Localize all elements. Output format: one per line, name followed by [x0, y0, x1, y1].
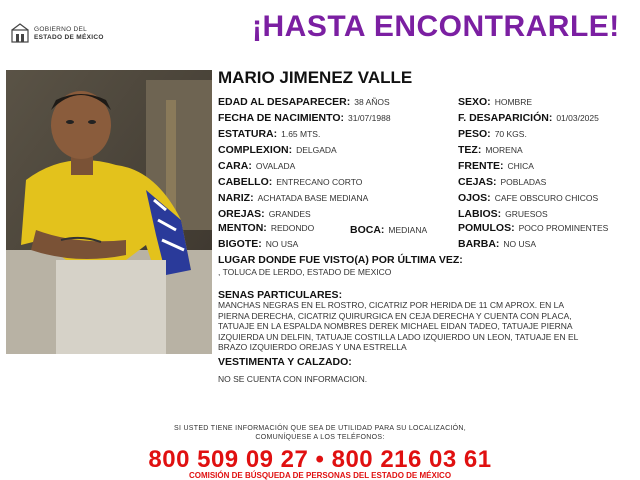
field-cejas: CEJAS: POBLADAS — [458, 176, 547, 188]
state-seal-icon — [10, 22, 30, 44]
logo-text: GOBIERNO DEL ESTADO DE MÉXICO — [34, 26, 104, 41]
field-complexion: COMPLEXION: DELGADA — [218, 144, 337, 156]
field-bigote: BIGOTE: NO USA — [218, 238, 299, 250]
field-peso: PESO: 70 KGS. — [458, 128, 527, 140]
field-estatura: ESTATURA: 1.65 MTS. — [218, 128, 321, 140]
government-logo — [10, 22, 120, 46]
vestimenta-heading: VESTIMENTA Y CALZADO: — [218, 356, 352, 368]
field-cabello: CABELLO: ENTRECANO CORTO — [218, 176, 363, 188]
field-labios: LABIOS: GRUESOS — [458, 208, 548, 220]
commission-name: COMISIÓN DE BÚSQUEDA DE PERSONAS DEL ESTADO DE MÉXICO — [188, 471, 452, 480]
field-edad: EDAD AL DESAPARECER: 38 AÑOS — [218, 96, 390, 108]
field-sexo: SEXO: HOMBRE — [458, 96, 532, 108]
last-seen-place: , TOLUCA DE LERDO, ESTADO DE MEXICO — [218, 267, 392, 277]
headline: ¡HASTA ENCONTRARLE! — [252, 10, 620, 43]
field-orejas: OREJAS: GRANDES — [218, 208, 311, 220]
person-name: MARIO JIMENEZ VALLE — [218, 68, 413, 87]
last-seen-heading: LUGAR DONDE FUE VISTO(A) POR ÚLTIMA VEZ: — [218, 254, 463, 266]
field-barba: BARBA: NO USA — [458, 238, 537, 250]
senas-heading: SENAS PARTICULARES: — [218, 289, 343, 301]
vestimenta-text: NO SE CUENTA CON INFORMACION. — [218, 374, 368, 384]
field-fecha-nacimiento: FECHA DE NACIMIENTO: 31/07/1988 — [218, 112, 391, 124]
footer-info-line1: SI USTED TIENE INFORMACIÓN QUE SEA DE UTILIDAD PARA SU LOCALIZACIÓN, — [173, 425, 467, 432]
phone-numbers: 800 509 09 27 • 800 216 03 61 — [148, 446, 492, 473]
field-ojos: OJOS: CAFE OBSCURO CHICOS — [458, 192, 599, 204]
field-menton: MENTON: REDONDO — [218, 222, 315, 234]
field-pomulos: POMULOS: POCO PROMINENTES — [458, 222, 609, 234]
missing-person-photo — [6, 70, 212, 354]
field-boca: BOCA: MEDIANA — [350, 224, 428, 236]
footer-info-line2: COMUNÍQUESE A LOS TELÉFONOS: — [255, 434, 385, 441]
field-nariz: NARIZ: ACHATADA BASE MEDIANA — [218, 192, 369, 204]
field-tez: TEZ: MORENA — [458, 144, 523, 156]
senas-text: MANCHAS NEGRAS EN EL ROSTRO, CICATRIZ POR HERIDA DE 11 CM APROX. EN LA PIERNA DERECHA, CICATRIZ QUIRURGICA EN CEJA DERECHA Y CUENTA CON PLACA, TATUAJE EN LA ESPALDA NOMBRES DEREK MICHAEL EIDAN TADEO, TATUAJE PIERNA IZQUIERDA UN DELFIN, TATUAJE COSTILLA LADO IZQUIERDO UN LEON, TATUAJE EN EL BRAZO IZQUIERDO OREJAS Y UNA ESTRELLA — [218, 300, 579, 353]
field-cara: CARA: OVALADA — [218, 160, 296, 172]
field-fecha-desaparicion: F. DESAPARICIÓN: 01/03/2025 — [458, 112, 599, 124]
field-frente: FRENTE: CHICA — [458, 160, 534, 172]
